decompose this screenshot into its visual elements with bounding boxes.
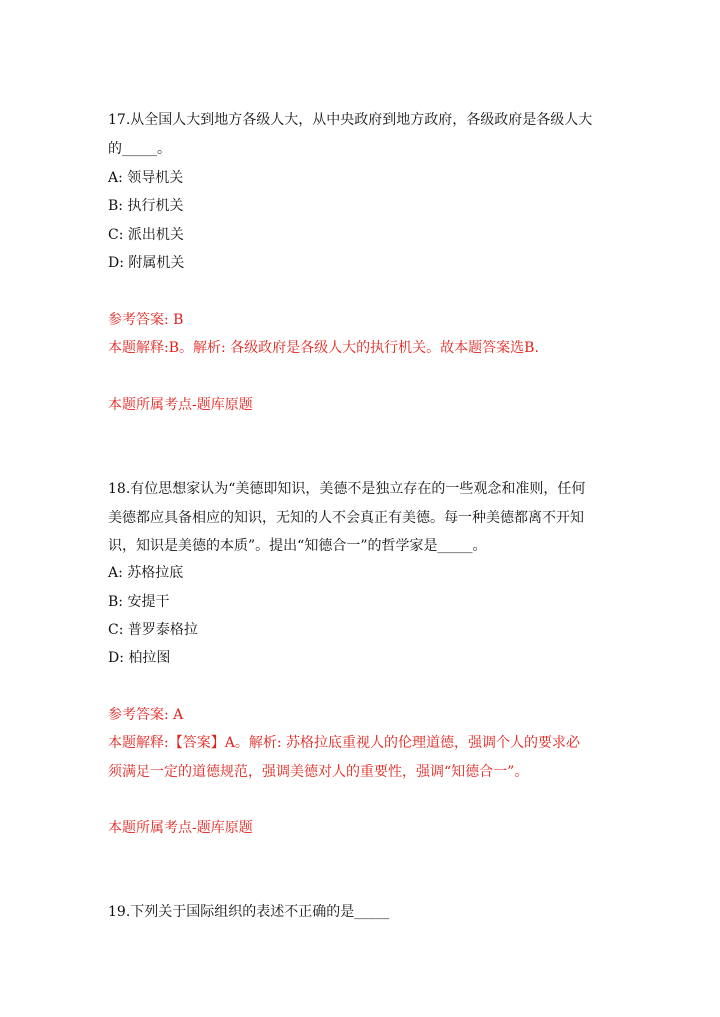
question-18-answer: 参考答案: A <box>108 707 184 723</box>
question-18-source: 本题所属考点-题库原题 <box>108 820 253 836</box>
question-18-explanation-line-2: 须满足一定的道德规范，强调美德对人的重要性，强调“知德合一”。 <box>108 764 529 780</box>
question-19-stem-line-1: 19.下列关于国际组织的表述不正确的是_____ <box>108 904 390 920</box>
question-17-answer: 参考答案: B <box>108 312 184 328</box>
question-18-stem-line-2: 美德都应具备相应的知识，无知的人不会真正有美德。每一种美德都离不开知 <box>108 510 584 526</box>
question-18-option-b: B: 安提干 <box>108 594 170 610</box>
question-17-option-d: D: 附属机关 <box>108 255 185 271</box>
question-18-option-d: D: 柏拉图 <box>108 650 171 666</box>
question-18-option-c: C: 普罗泰格拉 <box>108 622 198 638</box>
question-17-option-b: B: 执行机关 <box>108 198 184 214</box>
question-17-stem-line-2: 的_____。 <box>108 141 171 157</box>
question-18-stem-line-1: 18.有位思想家认为“美德即知识，美德不是独立存在的一些观念和准则，任何 <box>108 481 586 497</box>
question-18-explanation-line-1: 本题解释:【答案】A。解析: 苏格拉底重视人的伦理道德，强调个人的要求必 <box>108 735 580 751</box>
question-17-stem-line-1: 17.从全国人大到地方各级人大，从中央政府到地方政府，各级政府是各级人大 <box>108 112 593 128</box>
question-18-stem-line-3: 识，知识是美德的本质”。提出“知德合一”的哲学家是_____。 <box>108 538 487 554</box>
question-18-option-a: A: 苏格拉底 <box>108 565 184 581</box>
question-17-option-c: C: 派出机关 <box>108 227 184 243</box>
question-17-explanation: 本题解释:B。解析: 各级政府是各级人大的执行机关。故本题答案选B. <box>108 340 539 356</box>
question-17-source: 本题所属考点-题库原题 <box>108 397 253 413</box>
question-17-option-a: A: 领导机关 <box>108 170 184 186</box>
